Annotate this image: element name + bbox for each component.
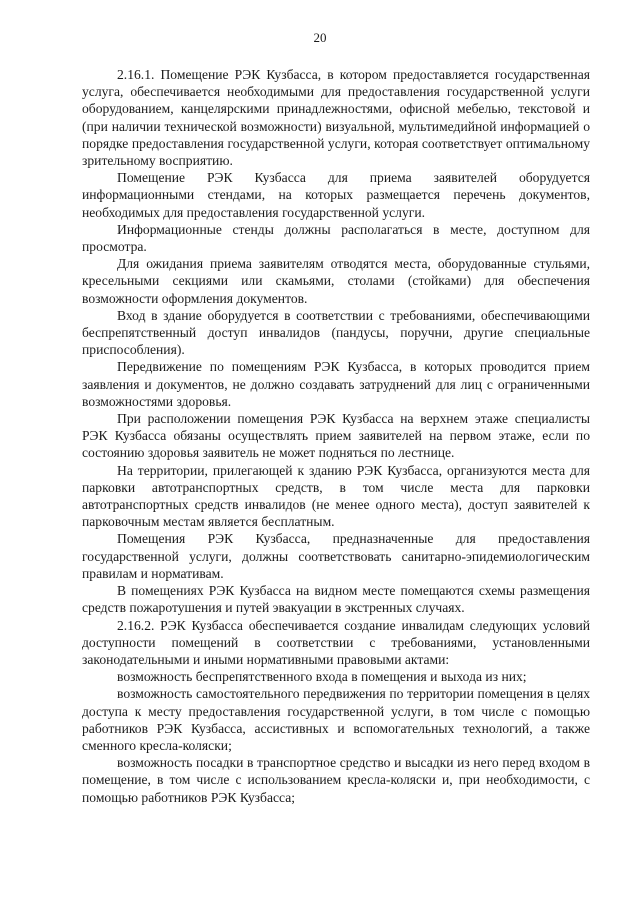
page-number: 20 — [313, 30, 327, 45]
paragraph: возможность самостоятельного передвижения по территории помещения в целях доступа к месту предоставления государственной услуги, в том числе с помощью работников РЭК Кузбасса, ассистивных и вспомогательных технологий, а также сменного кресла-коляски; — [82, 686, 590, 753]
paragraph: При расположении помещения РЭК Кузбасса на верхнем этаже специалисты РЭК Кузбасса обязаны осуществлять прием заявителей на первом этаже, если по состоянию здоровья заявитель не может подняться по лестнице. — [82, 411, 590, 461]
paragraph: Помещения РЭК Кузбасса, предназначенные для предоставления государственной услуги, должны соответствовать санитарно-эпидемиологическим правилам и нормативам. — [82, 531, 590, 581]
paragraph: Информационные стенды должны располагаться в месте, доступном для просмотра. — [82, 221, 590, 255]
paragraph: В помещениях РЭК Кузбасса на видном месте помещаются схемы размещения средств пожаротушения и путей эвакуации в экстренных случаях. — [82, 583, 590, 616]
paragraph: возможность беспрепятственного входа в помещения и выхода из них; — [117, 669, 527, 685]
paragraph: 2.16.2. РЭК Кузбасса обеспечивается создание инвалидам следующих условий доступности помещений в соответствии с требованиями, установленными законодательными и иными нормативными правовыми актами: — [82, 617, 590, 667]
body-text — [82, 66, 590, 806]
paragraph: Для ожидания приема заявителям отводятся места, оборудованные стульями, кресельными секциями или скамьями, столами (стойками) для обеспечения возможности оформления документов. — [82, 256, 590, 306]
paragraph: Передвижение по помещениям РЭК Кузбасса, в которых проводится прием заявления и документов, не должно создавать затруднений для лиц с ограниченными возможностями здоровья. — [82, 359, 590, 409]
paragraph: возможность посадки в транспортное средство и высадки из него перед входом в помещение, в том числе с использованием кресла-коляски и, при необходимости, с помощью работников РЭК Кузбасса; — [82, 755, 590, 805]
paragraph: Помещение РЭК Кузбасса для приема заявителей оборудуется информационными стендами, на которых размещается перечень документов, необходимых для предоставления государственной услуги. — [82, 170, 590, 220]
paragraph: На территории, прилегающей к зданию РЭК Кузбасса, организуются места для парковки автотранспортных средств, в том числе места для парковки автотранспортных средств инвалидов (не менее одного места), доступ заявителей к парковочным местам является бесплатным. — [82, 462, 590, 530]
paragraph: Вход в здание оборудуется в соответствии с требованиями, обеспечивающими беспрепятственный доступ инвалидов (пандусы, поручни, другие специальные приспособления). — [82, 307, 590, 358]
paragraph: 2.16.1. Помещение РЭК Кузбасса, в котором предоставляется государственная услуга, обеспечивается необходимыми для предоставления государственной услуги оборудованием, канцелярскими принадлежностями, офисной мебелью, текстовой и (при наличии технической возможности) визуальной, мультимедийной информацией о порядке предоставления государственной услуги, которая соответствует оптимальному зрительному восприятию. — [82, 67, 590, 169]
